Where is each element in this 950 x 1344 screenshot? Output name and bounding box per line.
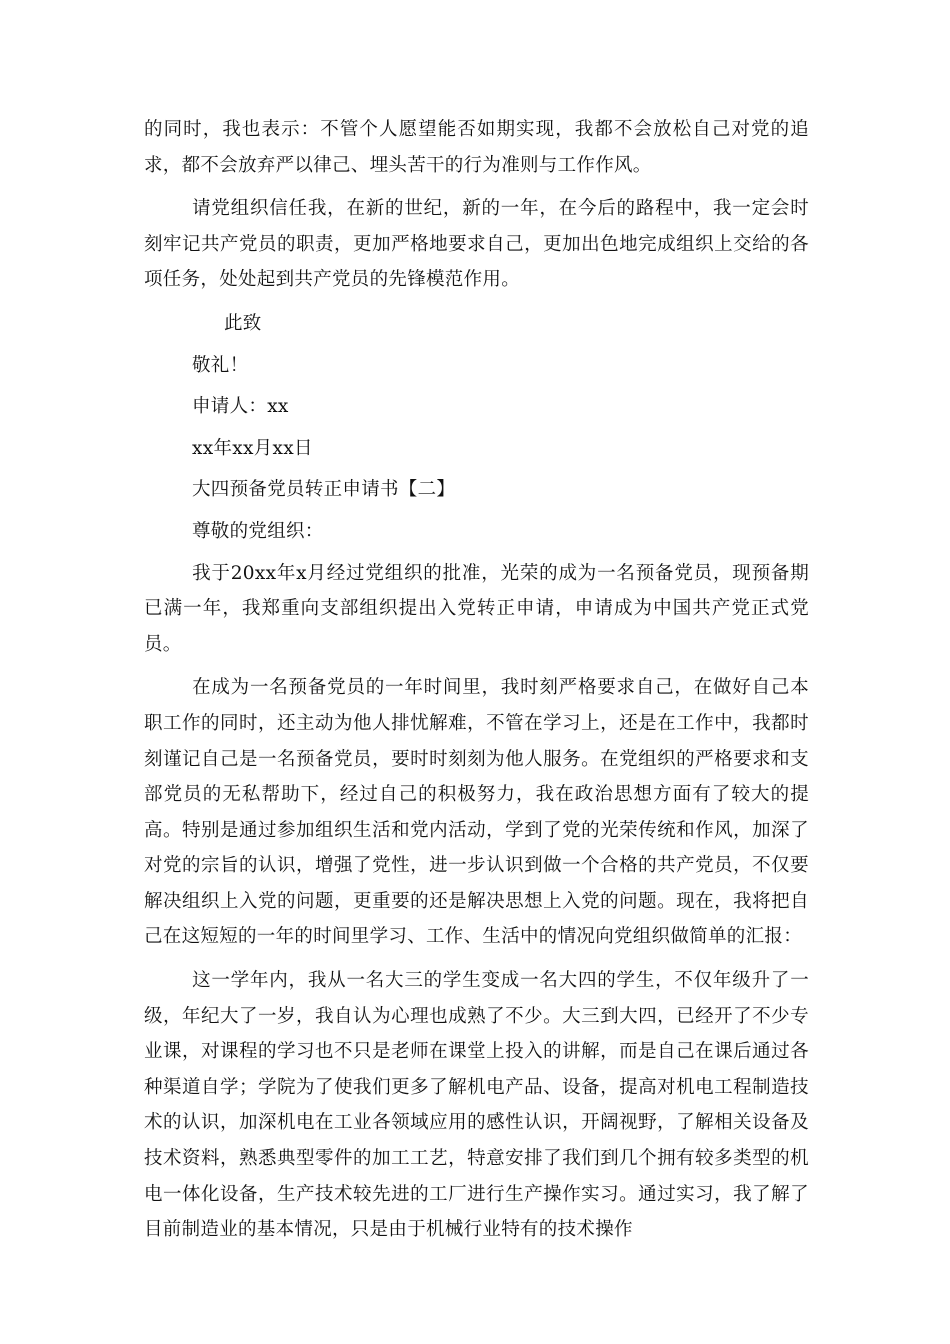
paragraph-continuation: 的同时，我也表示：不管个人愿望能否如期实现，我都不会放松自己对党的追求，都不会放弃严以律己、埋头苦干的行为准则与工作作风。 [144, 119, 809, 176]
closing-cizhi: 此致 [224, 312, 262, 334]
paragraph-2: 在成为一名预备党员的一年时间里，我时刻严格要求自己，在做好自己本职工作的同时，还主动为他人排忧解难，不管在学习上，还是在工作中，我都时刻谨记自己是一名预备党员，要时时刻刻为他人服务。在党组织的严格要求和支部党员的无私帮助下，经过自己的积极努力，我在政治思想方面有了较大的提高。特别是通过参加组织生活和党内活动，学到了党的光荣传统和作风，加深了对党的宗旨的认识，增强了党性，进一步认识到做一个合格的共产党员，不仅要解决组织上入党的问题，更重要的还是解决思想上入党的问题。现在，我将把自己在这短短的一年的时间里学习、工作、生活中的情况向党组织做简单的汇报： [144, 677, 809, 948]
application-date: xx年xx月xx日 [192, 437, 313, 459]
applicant-signature: 申请人：xx [192, 396, 289, 418]
paragraph-3: 这一学年内，我从一名大三的学生变成一名大四的学生，不仅年级升了一级，年纪大了一岁，我自认为心理也成熟了不少。大三到大四，已经开了不少专业课，对课程的学习也不只是老师在课堂上投入的讲解，而是自己在课后通过各种渠道自学；学院为了使我们更多了解机电产品、设备，提高对机电工程制造技术的认识，加深机电在工业各领域应用的感性认识，开阔视野，了解相关设备及技术资料，熟悉典型零件的加工工艺，特意安排了我们到几个拥有较多类型的机电一体化设备，生产技术较先进的工厂进行生产操作实习。通过实习，我了解了目前制造业的基本情况，只是由于机械行业特有的技术操作 [144, 970, 809, 1241]
paragraph-trust: 请党组织信任我，在新的世纪，新的一年，在今后的路程中，我一定会时刻牢记共产党员的职责，更加严格地要求自己，更加出色地完成组织上交给的各项任务，处处起到共产党员的先锋模范作用。 [144, 198, 809, 291]
paragraph-1: 我于20xx年x月经过党组织的批准，光荣的成为一名预备党员，现预备期已满一年，我郑重向支部组织提出入党转正申请，申请成为中国共产党正式党员。 [144, 562, 809, 655]
closing-jingli: 敬礼！ [192, 354, 249, 376]
document-body [144, 112, 809, 1256]
section-title: 大四预备党员转正申请书【二】 [192, 479, 456, 501]
salutation: 尊敬的党组织： [192, 520, 324, 542]
